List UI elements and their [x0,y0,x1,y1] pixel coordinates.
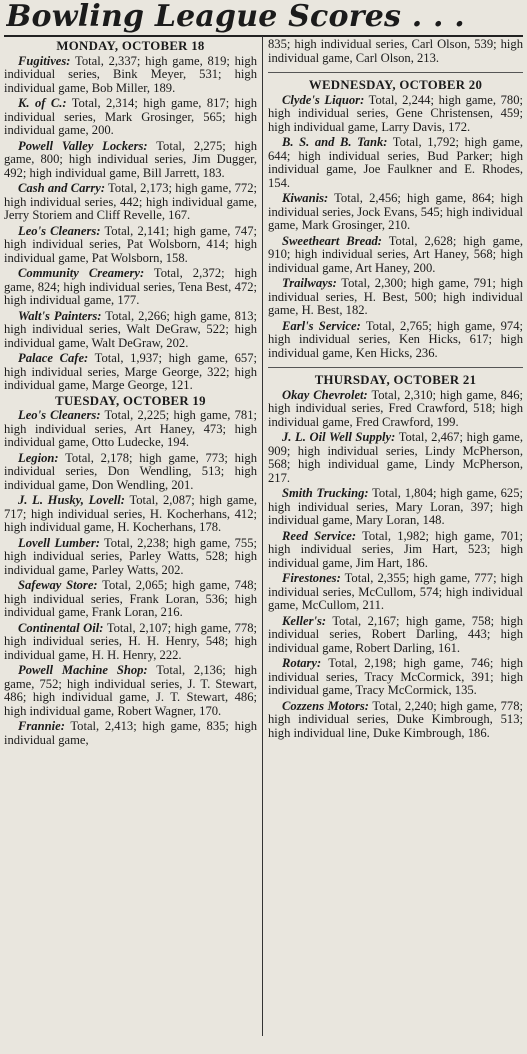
score-text: Total, 1,804; high game, 625; high individual series, Mary Loran, 397; high individual game, Mary Loran, 148. [268,486,523,527]
score-text: Total, 1,792; high game, 644; high individual series, Bud Parker; high individual game, Joe Faulkner and E. Rhodes, 154. [268,135,523,190]
team-name: Lovell Lumber: [18,535,100,550]
score-text: Total, 2,167; high game, 758; high individual series, Robert Darling, 443; high individual game, Robert Darling, 161. [268,613,523,655]
day-heading: WEDNESDAY, OCTOBER 20 [308,78,483,92]
headline-rule [4,35,523,37]
score-entry [268,572,523,613]
score-entry [268,657,523,698]
score-text: Total, 2,628; high game, 910; high individual series, Art Haney, 568; high individual game, Art Haney, 200. [268,233,523,275]
score-entry [4,720,257,747]
score-text: Total, 2,178; high game, 773; high individual series, Don Wendling, 513; high individual game, Don Wendling, 201. [4,450,257,492]
team-name: Frannie: [18,719,65,733]
score-text: Total, 2,225; high game, 781; high individual series, Art Haney, 473; high individual game, Otto Ludecke, 194. [4,408,257,449]
team-name: Walt's Painters: [18,308,102,323]
score-entry [4,140,257,181]
team-name: Kiwanis: [282,191,329,205]
score-entry [268,277,523,318]
team-name: Trailways: [282,276,337,290]
score-entry [268,94,523,135]
score-text: Total, 2,372; high game, 824; high individual series, Tena Best, 472; high individual game, 177. [4,266,257,307]
score-entry [4,55,257,96]
team-name: Powell Machine Shop: [18,663,148,677]
score-text: Total, 2,087; high game, 717; high individual series, H. Kocherhans, 412; high individual game, H. Kocherhans, 178. [4,493,257,534]
score-text: Total, 2,456; high game, 864; high individual series, Jock Evans, 545; high individual game, Mark Grosinger, 210. [268,191,523,232]
team-name: Cash and Carry: [18,181,106,195]
score-text: Total, 2,198; high game, 746; high individual series, Tracy McCormick, 391; high individual game, Tracy McCormick, 135. [268,656,523,697]
team-name: K. of C.: [18,96,67,110]
team-name: Community Creamery: [18,266,145,280]
score-text: Total, 2,238; high game, 755; high individual series, Parley Watts, 528; high individual game, Parley Watts, 202. [4,535,257,577]
team-name: Continental Oil: [18,620,104,635]
team-name: J. L. Oil Well Supply: [282,430,396,444]
score-entry [268,235,523,276]
score-text: Total, 2,141; high game, 747; high individual series, Pat Wolsborn, 414; high individual game, Pat Wolsborn, 158. [4,223,257,265]
team-name: Legion: [18,450,59,465]
score-text: Total, 2,240; high game, 778; high individual series, Duke Kimbrough, 513; high individual line, Duke Kimbrough, 186. [268,698,523,740]
day-heading: MONDAY, OCTOBER 18 [56,39,205,53]
score-entry [4,225,257,266]
day-heading: TUESDAY, OCTOBER 19 [55,393,206,408]
column-divider [262,36,263,1036]
score-entry [268,530,523,571]
score-entry [4,664,257,718]
team-name: Powell Valley Lockers: [18,138,148,153]
score-text: Total, 2,310; high game, 846; high individual series, Fred Crawford, 518; high individual game, Fred Crawford, 199. [268,387,523,429]
score-entry [4,310,257,351]
team-name: Rotary: [282,656,322,670]
cropped-text-fragment [390,1040,470,1054]
team-name: Reed Service: [282,528,357,543]
score-entry [268,192,523,233]
score-text: Total, 2,136; high game, 752; high individual series, J. T. Stewart, 486; high individual game, J. T. Stewart, 486; high individual game, Robert Wagner, 170. [4,663,257,718]
team-name: Okay Chevrolet: [282,387,368,402]
score-text: 835; high individual series, Carl Olson, 539; high individual game, Carl Olson, 213. [268,38,523,65]
team-name: J. L. Husky, Lovell: [18,493,125,507]
score-entry [268,389,523,430]
team-name: Leo's Cleaners: [18,408,101,422]
score-text: Total, 2,266; high game, 813; high individual series, Walt DeGraw, 522; high individual game, Walt DeGraw, 202. [4,308,257,350]
right-column [268,38,523,1054]
team-name: Smith Trucking: [282,486,369,500]
score-entry [4,267,257,308]
score-text: Total, 2,065; high game, 748; high individual series, Frank Loran, 536; high individual game, Frank Loran, 216. [4,578,257,619]
team-name: Sweetheart Bread: [282,233,382,248]
team-name: Keller's: [282,613,327,628]
score-entry [268,431,523,485]
team-name: Palace Cafe: [18,351,89,365]
score-text: Total, 2,107; high game, 778; high individual series, H. H. Henry, 548; high individual game, H. H. Henry, 222. [4,620,257,662]
score-entry [4,494,257,535]
score-entry [4,182,257,223]
score-text: Total, 1,982; high game, 701; high individual series, Jim Hart, 523; high individual game, Jim Hart, 186. [268,528,523,570]
score-entry [268,136,523,190]
team-name: Firestones: [282,571,341,585]
score-text: Total, 2,314; high game, 817; high individual series, Mark Grosinger, 565; high individual game, 200. [4,96,257,137]
score-entry [268,487,523,528]
score-text: Total, 2,173; high game, 772; high individual series, 442; high individual game, Jerry Storiem and Cliff Revelle, 167. [4,181,257,222]
score-entry [4,622,257,663]
score-entry [268,320,523,361]
team-name: Cozzens Motors: [282,698,369,713]
team-name: Clyde's Liquor: [282,92,365,107]
score-entry [4,97,257,138]
score-entry [4,352,257,393]
headline: Bowling League Scores . . . [6,0,465,34]
day-heading: THURSDAY, OCTOBER 21 [314,373,477,387]
score-entry [4,409,257,450]
score-entry [4,452,257,493]
left-column [4,38,257,1054]
score-text: Total, 1,937; high game, 657; high individual series, Marge George, 322; high individual game, Marge George, 121. [4,351,257,392]
score-text: Total, 2,355; high game, 777; high individual series, McCullom, 574; high individual game, McCullom, 211. [268,571,523,612]
team-name: Leo's Cleaners: [18,223,101,238]
score-text: Total, 2,467; high game, 909; high individual series, Lindy McPherson, 568; high individual game, Lindy McPherson, 217. [268,430,523,485]
score-text: Total, 2,765; high game, 974; high individual series, Ken Hicks, 617; high individual game, Ken Hicks, 236. [268,318,523,360]
score-text: Total, 2,244; high game, 780; high individual series, Gene Christensen, 459; high individual game, Larry Davis, 172. [268,92,523,134]
score-entry [4,537,257,578]
section-separator [268,70,523,73]
score-text: Total, 2,337; high game, 819; high individual series, Bink Meyer, 531; high individual game, Bob Miller, 189. [4,53,257,95]
score-text: Total, 2,275; high game, 800; high individual series, Jim Dugger, 492; high individual game, Bill Jarrett, 183. [4,138,257,180]
team-name: Earl's Service: [282,318,361,333]
score-text: Total, 2,413; high game, 835; high individual game, [4,719,257,747]
score-entry [268,615,523,656]
score-entry [4,579,257,620]
score-text: Total, 2,300; high game, 791; high individual series, H. Best, 500; high individual game, H. Best, 182. [268,276,523,317]
score-entry [268,700,523,741]
team-name: Fugitives: [18,53,71,68]
score-entry [268,38,523,65]
team-name: B. S. and B. Tank: [282,135,388,149]
section-separator [268,365,523,368]
team-name: Safeway Store: [18,578,98,592]
